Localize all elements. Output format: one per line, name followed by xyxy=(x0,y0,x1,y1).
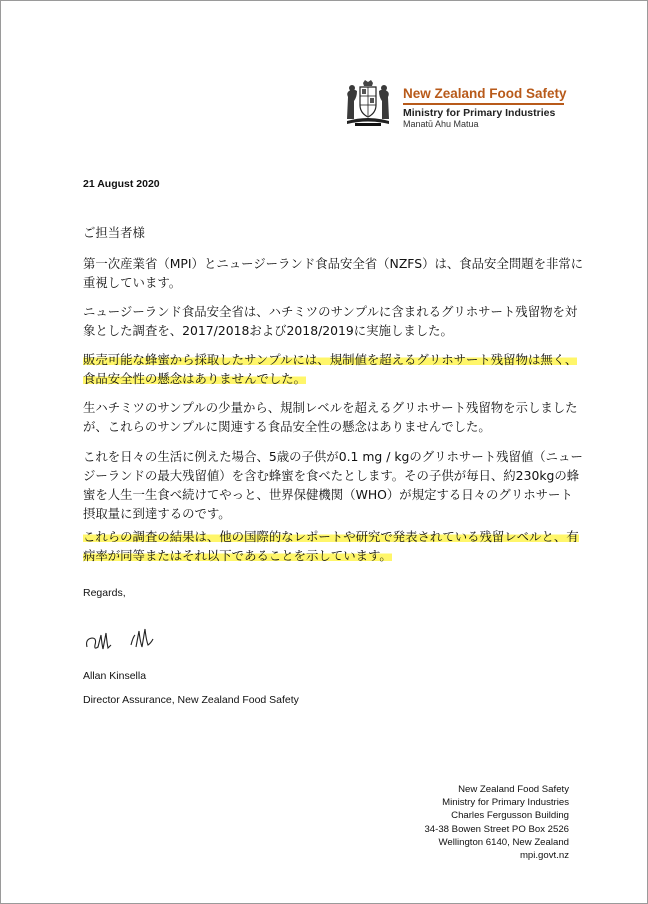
paragraph-line: 摂取量に到達するのです。 xyxy=(83,506,231,521)
maori-name: Manatū Ahu Matua xyxy=(403,118,479,129)
paragraph-2 xyxy=(83,302,603,340)
handwritten-signature xyxy=(83,625,173,657)
footer-line: Charles Fergusson Building xyxy=(451,810,569,822)
paragraph-line: ニュージーランド食品安全省は、ハチミツのサンプルに含まれるグリホサート残留物を対 xyxy=(83,304,578,319)
paragraph-line: 象とした調査を、2017/2018および2018/2019に実施しました。 xyxy=(83,323,453,338)
footer-line: Wellington 6140, New Zealand xyxy=(438,836,569,848)
signer-title: Director Assurance, New Zealand Food Safety xyxy=(83,694,299,706)
org-name: New Zealand Food Safety xyxy=(403,86,567,101)
paragraph-3-highlighted xyxy=(83,350,603,388)
paragraph-line: 重視しています。 xyxy=(83,275,182,290)
paragraph-1 xyxy=(83,254,603,292)
footer-address xyxy=(424,783,569,862)
footer-website: mpi.govt.nz xyxy=(519,850,569,862)
letterhead xyxy=(341,79,641,131)
paragraph-5 xyxy=(83,447,603,523)
paragraph-line: 蜜を人生一生食べ続けてやっと、世界保健機関（WHO）が規定する日々のグリホサート xyxy=(83,487,573,502)
org-block xyxy=(403,86,567,130)
paragraph-line: 生ハチミツのサンプルの少量から、規制レベルを超えるグリホサート残留物を示しました xyxy=(83,400,578,415)
footer-line: Ministry for Primary Industries xyxy=(442,797,569,809)
paragraph-6-highlighted xyxy=(83,527,603,565)
paragraph-line: 第一次産業省（MPI）とニュージーランド食品安全省（NZFS）は、食品安全問題を非常に xyxy=(83,256,584,271)
footer-line: 34-38 Bowen Street PO Box 2526 xyxy=(424,823,569,835)
footer-line: New Zealand Food Safety xyxy=(458,784,569,795)
letter-date: 21 August 2020 xyxy=(83,178,160,190)
closing: Regards, xyxy=(83,587,126,599)
nz-coat-of-arms-icon xyxy=(341,79,395,127)
salutation: ご担当者様 xyxy=(83,225,145,240)
org-underline xyxy=(403,103,564,105)
paragraph-line: これを日々の生活に例えた場合、5歳の子供が0.1 mg / kgのグリホサート残留値（ニュー xyxy=(83,449,583,464)
highlighted-line: 販売可能な蜂蜜から採取したサンプルには、規制値を超えるグリホサート残留物は無く、 xyxy=(83,352,578,367)
highlighted-line: 病率が同等またはそれ以下であることを示しています。 xyxy=(83,548,392,563)
paragraph-line: が、これらのサンプルに関連する食品安全性の懸念はありませんでした。 xyxy=(83,419,491,434)
highlighted-line: 食品安全性の懸念はありませんでした。 xyxy=(83,371,307,386)
highlighted-line: これらの調査の結果は、他の国際的なレポートや研究で発表されている残留レベルと、有 xyxy=(83,529,579,544)
paragraph-4 xyxy=(83,398,603,436)
ministry-name: Ministry for Primary Industries xyxy=(403,106,556,119)
signer-name: Allan Kinsella xyxy=(83,670,147,682)
paragraph-line: ジーランドの最大残留値）を含む蜂蜜を食べたとします。その子供が毎日、約230kgの蜂 xyxy=(83,468,580,483)
